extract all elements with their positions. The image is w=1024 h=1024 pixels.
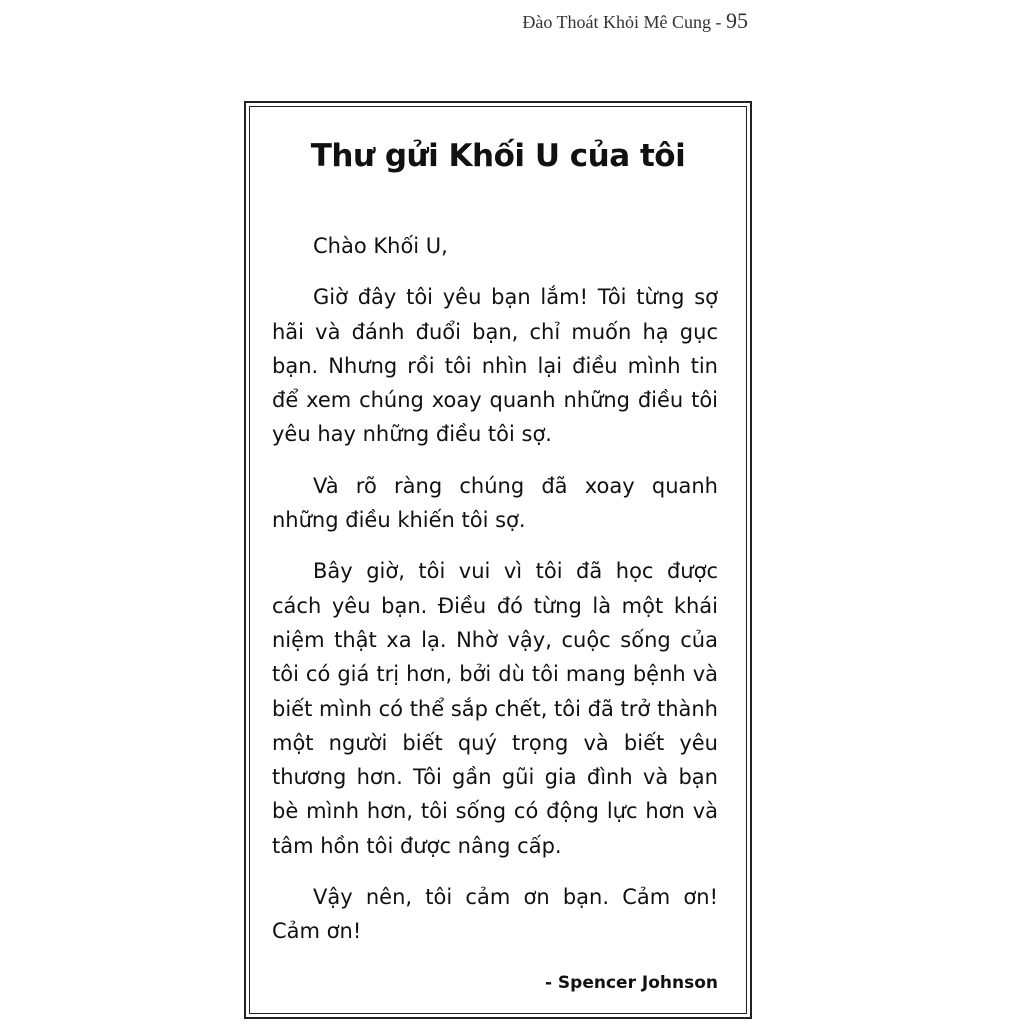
letter-title: Thư gửi Khối U của tôi: [310, 138, 686, 174]
letter-greeting: Chào Khối U,: [313, 234, 448, 258]
running-header: [522, 8, 748, 34]
letter-body: [272, 229, 718, 949]
book-title: Đào Thoát Khỏi Mê Cung: [522, 12, 711, 32]
letter-paragraph: Bây giờ, tôi vui vì tôi đã học được cách yêu bạn. Điều đó từng là một khái niệm thật xa lạ. Nhờ vậy, cuộc sống của tôi có giá trị hơn, bởi dù tôi mang bệnh và biết mình có thể sắp chết, tôi đã trở thành một người biết quý trọng và biết yêu thương hơn. Tôi gần gũi gia đình và bạn bè mình hơn, tôi sống có động lực hơn và tâm hồn tôi được nâng cấp.: [272, 559, 718, 858]
header-separator: -: [711, 12, 726, 32]
page-number: 95: [726, 8, 748, 33]
letter-paragraph: Giờ đây tôi yêu bạn lắm! Tôi từng sợ hãi và đánh đuổi bạn, chỉ muốn hạ gục bạn. Nhưng rồi tôi nhìn lại điều mình tin để xem chúng xoay quanh những điều tôi yêu hay những điều tôi sợ.: [272, 285, 718, 447]
letter-closing-paragraph: Vậy nên, tôi cảm ơn bạn. Cảm ơn! Cảm ơn!: [272, 885, 718, 944]
letter-signature: - Spencer Johnson: [544, 973, 718, 993]
letter-paragraph: Và rõ ràng chúng đã xoay quanh những điều khiến tôi sợ.: [272, 473, 718, 533]
